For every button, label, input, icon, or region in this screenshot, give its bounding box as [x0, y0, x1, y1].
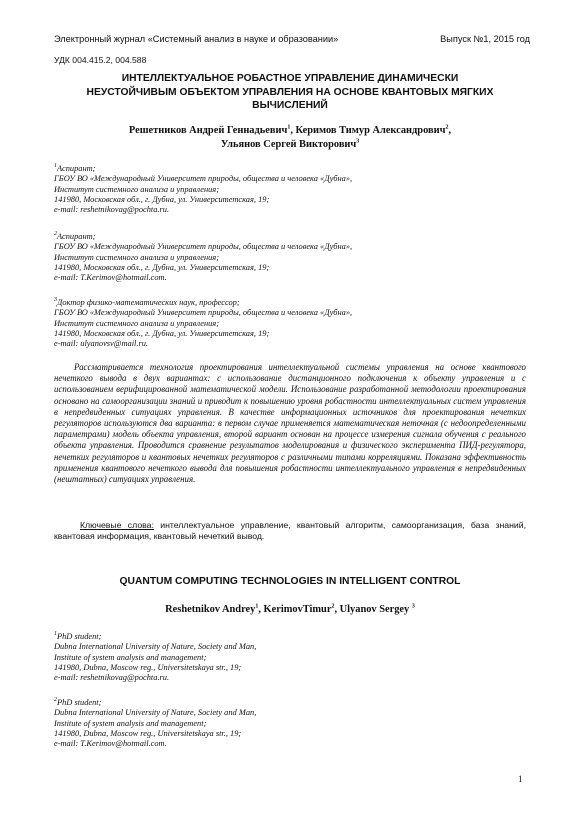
author-index: 1 — [255, 603, 259, 610]
running-header — [50, 34, 530, 48]
affiliation-role: $^2$PhD student; — [54, 697, 102, 707]
affiliation-address: 141980, Dubna, Moscow reg., Universitetskaya str., 19; — [54, 662, 242, 672]
affiliation-index: 3 — [54, 297, 57, 304]
author-index: 3 — [356, 138, 360, 145]
affiliation-role: $^1$Аспирант; — [54, 163, 96, 173]
author-index: 3 — [411, 603, 415, 610]
author-name: Ulyanov Sergey — [339, 604, 410, 615]
affiliation-org: Dubna International University of Nature, Society and Man, — [54, 708, 257, 718]
article-title-en: QUANTUM COMPUTING TECHNOLOGIES IN INTELLIGENT CONTROL — [119, 576, 461, 587]
affiliation-index: 1 — [54, 163, 57, 170]
affiliation-index: 1 — [54, 631, 57, 638]
author-name: Ульянов Сергей Викторович — [220, 139, 357, 150]
affiliation-index: 2 — [54, 697, 57, 704]
affiliation-email: e-mail: reshetnikovag@pochta.ru. — [54, 673, 170, 683]
affiliation-ru-2 — [54, 232, 524, 283]
title-line: ВЫЧИСЛЕНИЙ — [252, 100, 328, 111]
affiliation-dept: Institute of system analysis and management; — [54, 652, 207, 662]
keywords-label: Ключевые слова: — [80, 520, 154, 530]
author-name: Reshetnikov Andrey — [165, 604, 256, 615]
affiliation-dept: Институт системного анализа и управления; — [54, 184, 219, 194]
affiliation-org: ГБОУ ВО «Международный Университет природы, общества и человека «Дубна», — [54, 308, 353, 318]
affiliation-email: e-mail: ulyanovsv@mail.ru. — [54, 339, 148, 349]
author-index: 2 — [445, 124, 449, 131]
issue-info: Выпуск №1, 2015 год — [440, 34, 530, 44]
affiliation-address: 141980, Dubna, Moscow reg., Universitetskaya str., 19; — [54, 728, 242, 738]
affiliation-address: 141980, Московская обл., г. Дубна, ул. Университетская, 19; — [54, 328, 270, 338]
affiliation-address: 141980, Московская обл., г. Дубна, ул. Университетская, 19; — [54, 194, 270, 204]
authors-line — [60, 138, 520, 152]
author-name: Решетников Андрей Геннадьевич — [128, 125, 288, 136]
affiliation-role: $^1$PhD student; — [54, 631, 102, 641]
authors-ru — [60, 124, 520, 152]
affiliation-ru-1 — [54, 164, 524, 215]
title-line: ИНТЕЛЛЕКТУАЛЬНОЕ РОБАСТНОЕ УПРАВЛЕНИЕ ДИНАМИЧЕСКИ — [121, 73, 459, 84]
affiliation-index: 2 — [54, 231, 57, 238]
affiliation-email: e-mail: T.Kerimov@hotmail.com. — [54, 273, 167, 283]
author-index: 1 — [287, 124, 291, 131]
affiliation-role: $^3$Доктор физико-математических наук, профессор; — [54, 297, 240, 307]
page-number: 1 — [518, 774, 523, 784]
udk-code: УДК 004.415.2, 004.588 — [54, 55, 147, 65]
keywords-ru — [54, 520, 526, 542]
author-index: 2 — [331, 603, 335, 610]
affiliation-en-2 — [54, 698, 524, 749]
authors-line: Решетников Андрей Геннадьевич$^1$, Керимов Тимур Александрович$^2$, — [128, 124, 452, 136]
article-title-ru — [60, 72, 520, 113]
affiliation-email: e-mail: reshetnikovag@pochta.ru. — [54, 205, 170, 215]
affiliation-address: 141980, Московская обл., г. Дубна, ул. Университетская, 19; — [54, 262, 270, 272]
title-line: НЕУСТОЙЧИВЫМ ОБЪЕКТОМ УПРАВЛЕНИЯ НА ОСНОВЕ КВАНТОВЫХ МЯГКИХ — [86, 86, 494, 98]
keywords-text: интеллектуальное управление, квантовый алгоритм, самоорганизация, база знаний, квантовая информация, квантовый нечеткий вывод. — [54, 520, 526, 541]
author-name: Керимов Тимур Александрович — [295, 125, 446, 136]
journal-name: Электронный журнал «Системный анализ в науке и образовании» — [54, 34, 339, 44]
affiliation-role: $^2$Аспирант; — [54, 231, 96, 241]
affiliation-dept: Институт системного анализа и управления; — [54, 252, 219, 262]
affiliation-en-1 — [54, 632, 524, 683]
author-name: KerimovTimur — [263, 604, 332, 615]
affiliation-org: Dubna International University of Nature, Society and Man, — [54, 642, 257, 652]
affiliation-org: ГБОУ ВО «Международный Университет природы, общества и человека «Дубна», — [54, 174, 353, 184]
affiliation-dept: Институт системного анализа и управления; — [54, 318, 219, 328]
affiliation-email: e-mail: T.Kerimov@hotmail.com. — [54, 739, 167, 749]
affiliation-org: ГБОУ ВО «Международный Университет природы, общества и человека «Дубна», — [54, 242, 353, 252]
abstract-ru: Рассматривается технология проектирования интеллектуальной системы управления на основе квантового нечеткого вывода в двух вариантах: с использование дистанционного подключения к объекту управления и с использованием верифицированной математической модели. Использование разработанной методологии проектирования основано на самоорганизации знаний и приводит к повышению уровня робастности интеллектуальных систем управления в непредвиденных ситуациях управления. В качестве информационных источников для проектирования нечетких регуляторов используются два варианта: в первом случае применяется математическая неточная (с недоопределенными параметрами) модель объекта управления, второй вариант основан на процессе измерения сигнала обучения с реального объекта управления. Проводится сравнение результатов моделирования и физического эксперимента ПИД-регулятора, нечетких регуляторов и квантовых нечетких регуляторов с различными типами корреляциями. Показана эффективность применения квантового нечеткого вывода для повышения робастности интеллектуального управления в непредвиденных (нештатных) ситуациях управления. — [54, 362, 526, 485]
affiliation-dept: Institute of system analysis and management; — [54, 718, 207, 728]
authors-en: Reshetnikov Andrey$^1$, KerimovTimur$^2$, Ulyanov Sergey $^3$ — [165, 603, 415, 615]
affiliation-ru-3 — [54, 298, 524, 349]
